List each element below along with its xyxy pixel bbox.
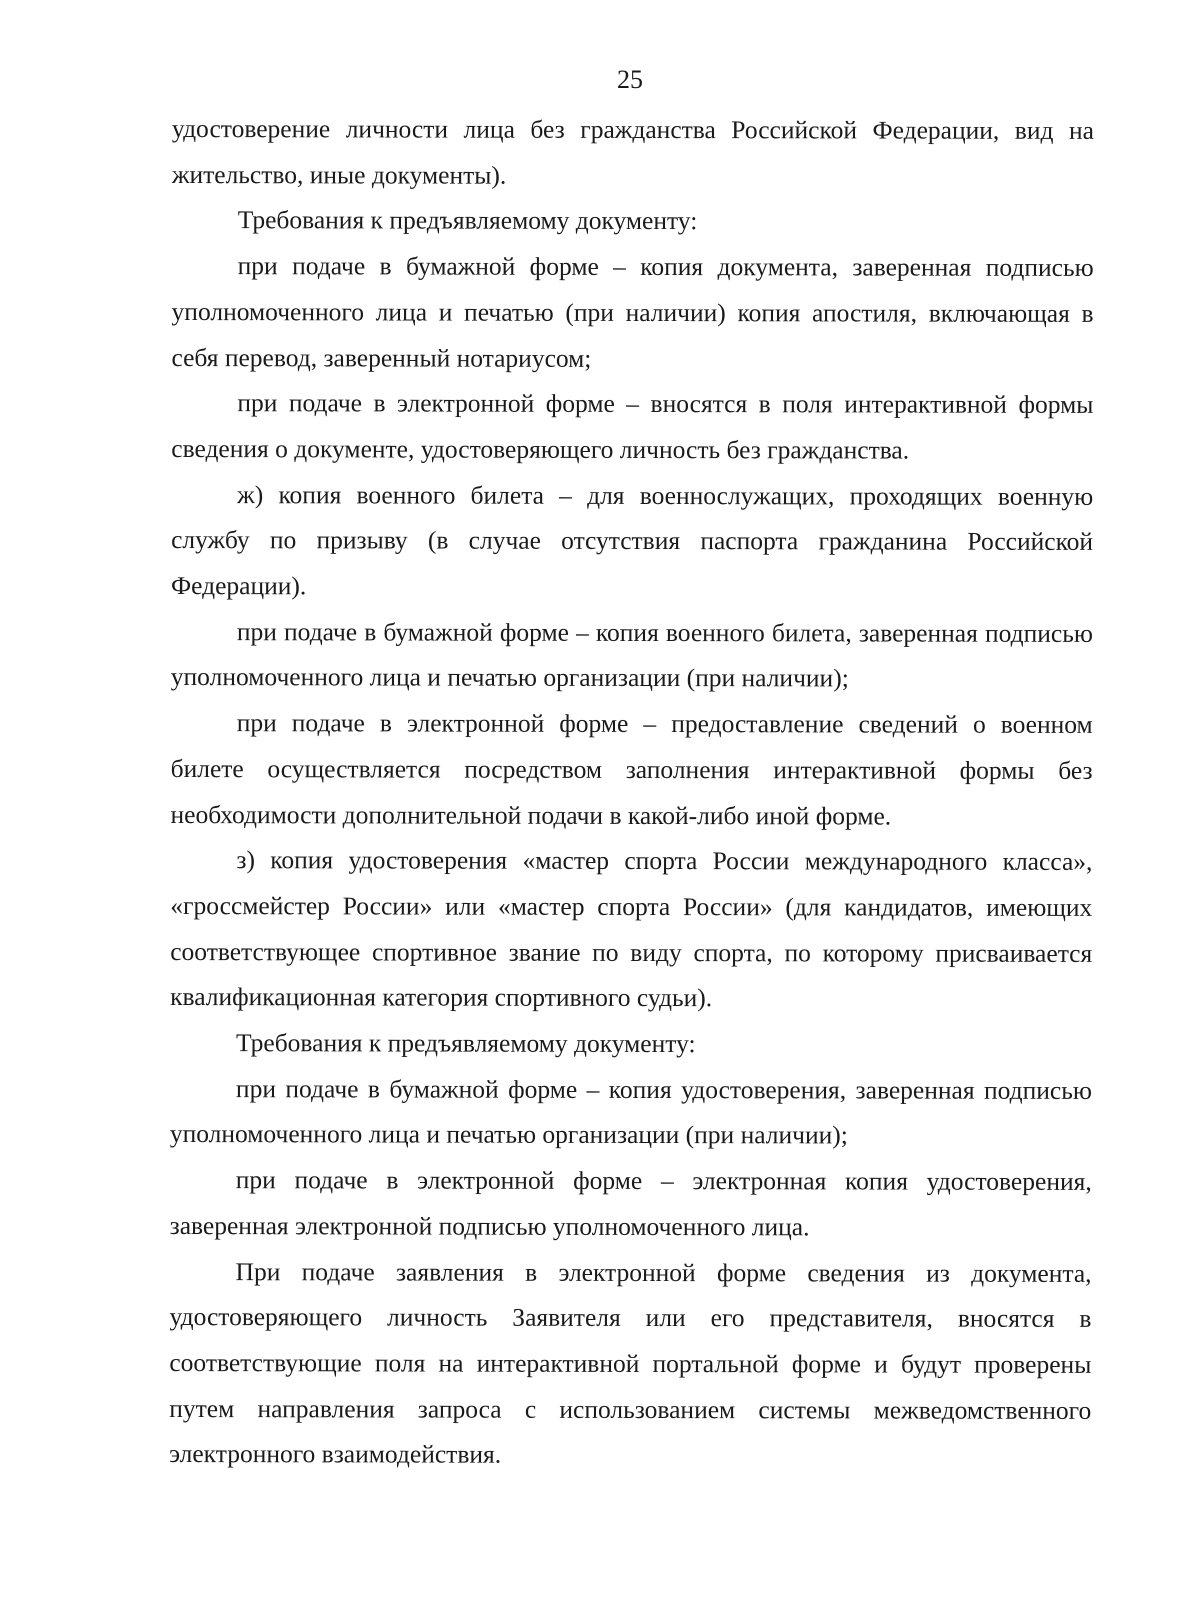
page-number: 25 bbox=[617, 65, 643, 94]
paragraph-item-z: з) копия удостоверения «мастер спорта России международного класса», «гроссмейстер России» или «мастер спорта России» (для кандидатов, имеющих соответствующее спортивное звание по виду спорта, по которому присваивается квалификационная категория спортивного судьи). bbox=[170, 845, 1093, 1013]
paragraph-electronic-form: при подаче в электронной форме – вносятся в поля интерактивной формы сведения о документе, удостоверяющего личность без гражданства. bbox=[171, 388, 1094, 465]
paragraph-electronic-form: при подаче в электронной форме – предоставление сведений о военном билете осуществляется посредством заполнения интерактивной формы без необходимости дополнительной подачи в какой-либо иной форме. bbox=[170, 708, 1093, 831]
document-body bbox=[169, 106, 1094, 1479]
paragraph-paper-form: при подаче в бумажной форме – копия военного билета, заверенная подписью уполномоченного лица и печатью организации (при наличии); bbox=[170, 616, 1093, 693]
paragraph-paper-form: при подаче в бумажной форме – копия документа, заверенная подписью уполномоченного лица и печатью (при наличии) копия апостиля, включающая в себя перевод, заверенный нотариусом; bbox=[171, 251, 1094, 373]
paragraph-paper-form: при подаче в бумажной форме – копия удостоверения, заверенная подписью уполномоченного лица и печатью организации (при наличии); bbox=[169, 1073, 1092, 1150]
paragraph-item-zh: ж) копия военного билета – для военнослужащих, проходящих военную службу по призыву (в случае отсутствия паспорта гражданина Российской Федерации). bbox=[170, 479, 1094, 601]
paragraph-requirements-heading: Требования к предъявляемому документу: bbox=[236, 1028, 696, 1059]
paragraph-continuation: удостоверение личности лица без гражданства Российской Федерации, вид на жительство, иные документы). bbox=[171, 113, 1094, 190]
paragraph-electronic-submission: При подаче заявления в электронной форме сведения из документа, удостоверяющего личность Заявителя или его представителя, вносятся в соответствующие поля на интерактивной портальной форме и будут проверены путем направления запроса с использованием системы межведомственного электронного взаимодействия. bbox=[169, 1256, 1092, 1470]
paragraph-requirements-heading: Требования к предъявляемому документу: bbox=[237, 205, 698, 236]
paragraph-electronic-form: при подаче в электронной форме – электронная копия удостоверения, заверенная электронной подписью уполномоченного лица. bbox=[169, 1165, 1092, 1242]
